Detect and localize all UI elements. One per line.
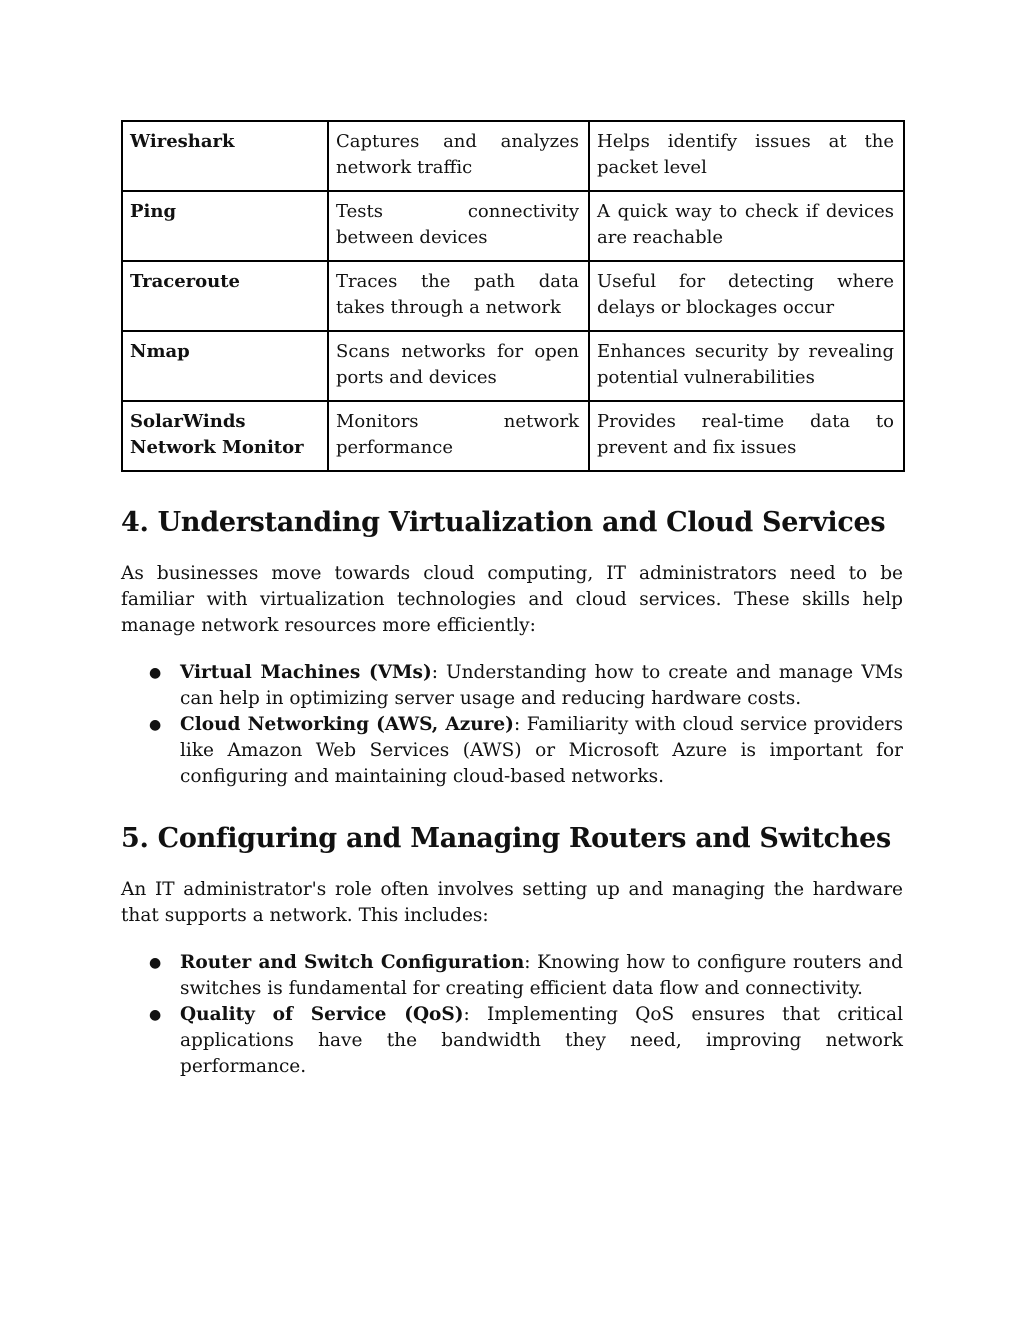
- list-item: [121, 1002, 903, 1080]
- list-item: [121, 712, 903, 790]
- tool-benefit-cell: Provides real-time data to prevent and fix issues: [589, 401, 904, 471]
- table-row: [122, 121, 904, 191]
- section-intro-routers: An IT administrator's role often involves setting up and managing the hardware that supports a network. This includes:: [121, 879, 903, 926]
- bullet-text: : Knowing how to configure routers and switches is fundamental for creating efficient data flow and connectivity.: [180, 952, 903, 999]
- tool-name-cell: SolarWinds Network Monitor: [122, 401, 328, 471]
- tool-benefit-cell: Helps identify issues at the packet level: [589, 121, 904, 191]
- bullet-list-routers: [121, 950, 903, 1080]
- table-row: [122, 331, 904, 401]
- bullet-icon: ●: [149, 665, 162, 681]
- bullet-icon: ●: [149, 1007, 162, 1023]
- table-row: [122, 401, 904, 471]
- list-item: [121, 660, 903, 712]
- network-tools-table: [121, 120, 905, 472]
- bullet-icon: ●: [149, 955, 162, 971]
- bullet-icon: ●: [149, 717, 162, 733]
- tool-name-cell: Traceroute: [122, 261, 328, 331]
- tool-purpose-cell: Tests connectivity between devices: [328, 191, 589, 261]
- bullet-term: Router and Switch Configuration: [180, 952, 525, 973]
- bullet-term: Quality of Service (QoS): [180, 1004, 464, 1025]
- bullet-term: Virtual Machines (VMs): [180, 662, 432, 683]
- document-page: [121, 120, 904, 1077]
- tool-name-cell: Ping: [122, 191, 328, 261]
- tool-benefit-cell: Enhances security by revealing potential vulnerabilities: [589, 331, 904, 401]
- section-heading-routers: 5. Configuring and Managing Routers and Switches: [121, 823, 891, 854]
- tool-benefit-cell: Useful for detecting where delays or blockages occur: [589, 261, 904, 331]
- bullet-text: : Understanding how to create and manage VMs can help in optimizing server usage and reducing hardware costs.: [180, 662, 904, 709]
- section-intro-virtualization: As businesses move towards cloud computing, IT administrators need to be familiar with virtualization technologies and cloud services. These skills help manage network resources more efficiently:: [121, 563, 903, 636]
- tool-name-cell: Nmap: [122, 331, 328, 401]
- tool-purpose-cell: Traces the path data takes through a network: [328, 261, 589, 331]
- table-row: [122, 261, 904, 331]
- bullet-text: : Implementing QoS ensures that critical applications have the bandwidth they need, improving network performance.: [180, 1004, 903, 1077]
- table-row: [122, 191, 904, 261]
- tool-name-cell: Wireshark: [122, 121, 328, 191]
- tool-purpose-cell: Scans networks for open ports and devices: [328, 331, 589, 401]
- bullet-list-virtualization: [121, 660, 903, 790]
- list-item: [121, 950, 903, 1002]
- bullet-term: Cloud Networking (AWS, Azure): [180, 714, 514, 735]
- tool-purpose-cell: Captures and analyzes network traffic: [328, 121, 589, 191]
- section-heading-virtualization: 4. Understanding Virtualization and Cloud Services: [121, 507, 886, 538]
- tool-purpose-cell: Monitors network performance: [328, 401, 589, 471]
- bullet-text: : Familiarity with cloud service providers like Amazon Web Services (AWS) or Microsoft Azure is important for configuring and maintaining cloud-based networks.: [180, 714, 904, 787]
- tool-benefit-cell: A quick way to check if devices are reachable: [589, 191, 904, 261]
